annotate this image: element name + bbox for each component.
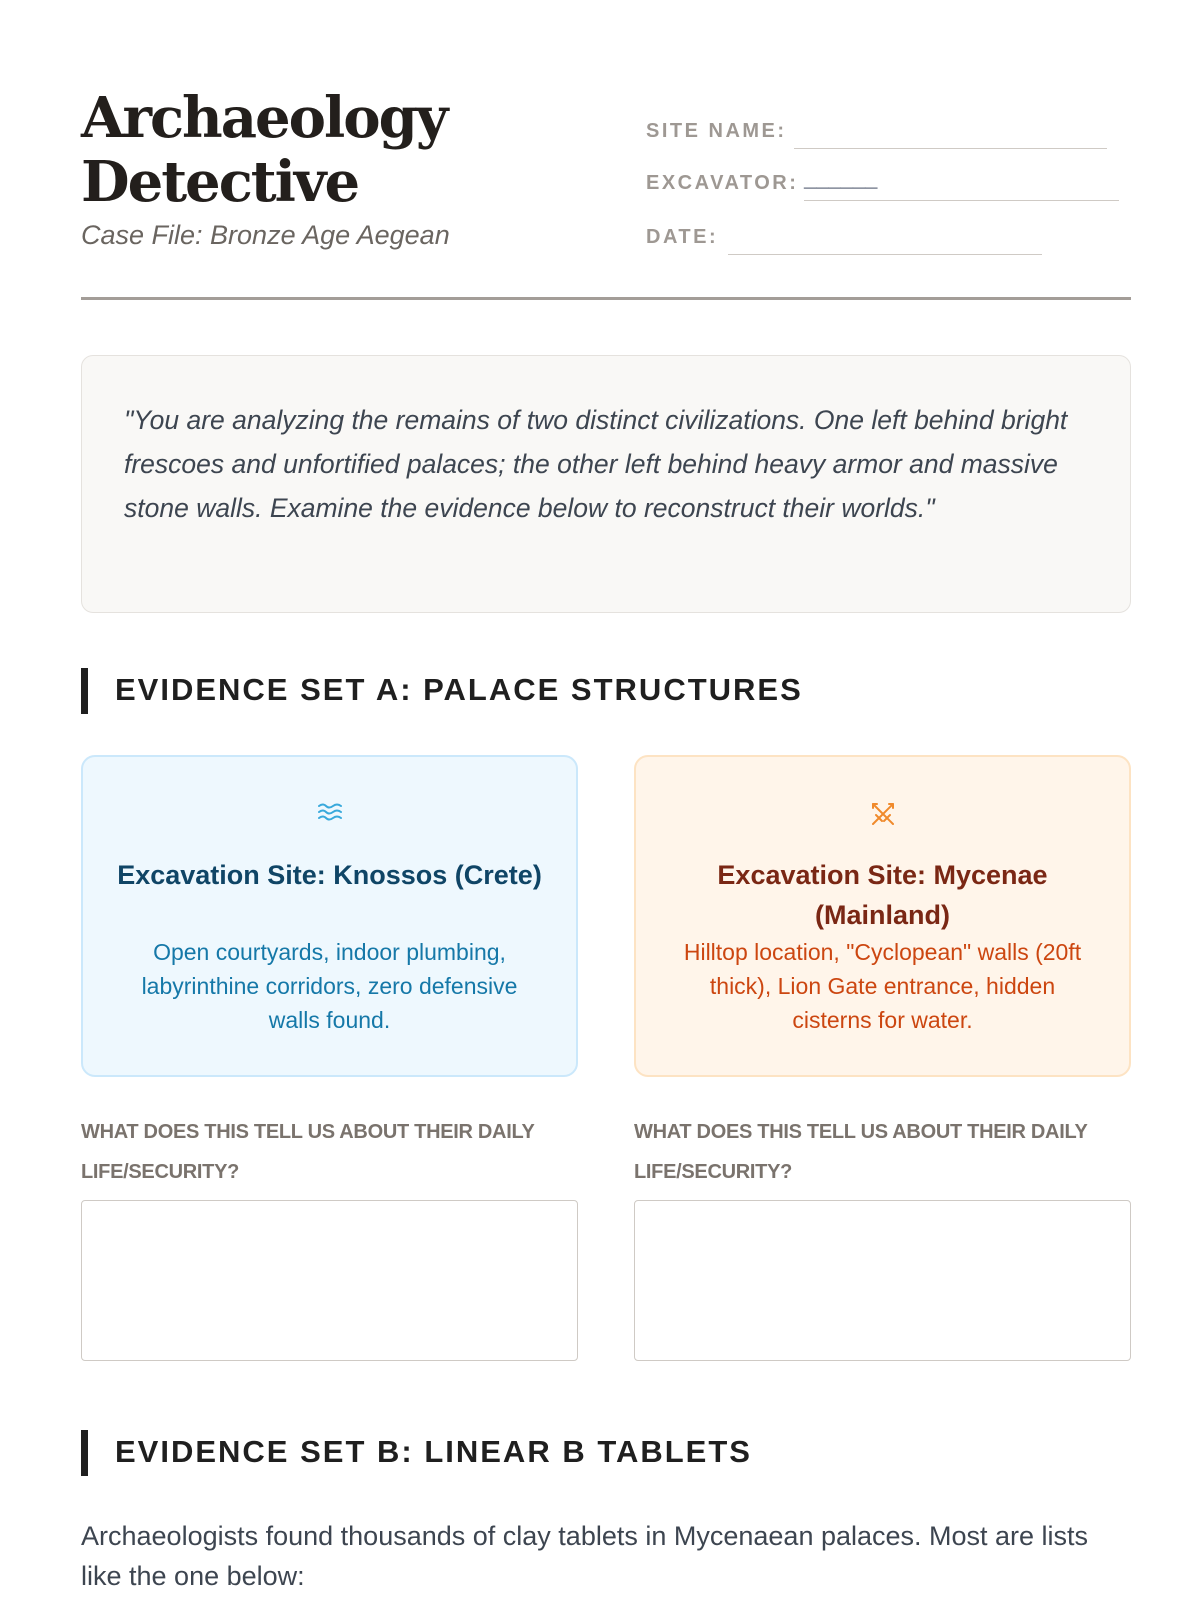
site-name-line[interactable] [794,148,1107,149]
page-title [81,86,446,214]
knossos-answer-box[interactable] [81,1200,578,1361]
date-field[interactable] [646,216,1131,256]
title-line-1: Archaeology [81,85,447,151]
mycenae-answer-box[interactable] [634,1200,1131,1361]
section-b-heading [81,1430,1131,1476]
intro-quote-box [81,355,1131,613]
excavator-label: EXCAVATOR: [646,172,799,194]
excavator-line[interactable] [804,200,1119,201]
section-a-title: EVIDENCE SET A: PALACE STRUCTURES [115,672,803,707]
site-name-label: SITE NAME: [646,120,787,142]
case-file-subtitle: Case File: Bronze Age Aegean [81,220,450,250]
date-label: DATE: [646,226,719,248]
date-line[interactable] [728,254,1042,255]
excavator-value: ______ [804,166,878,191]
crossed-swords-icon [636,801,1129,831]
site-name-field[interactable] [646,110,1131,150]
section-a-heading [81,668,1131,714]
section-b-accent-bar [81,1430,88,1476]
section-b-description: Archaeologists found thousands of clay tablets in Mycenaean palaces. Most are lists like the one below: [81,1521,1089,1591]
mycenae-card-description: Hilltop location, "Cyclopean" walls (20ft thick), Lion Gate entrance, hidden cisterns for water. [683,939,1082,1033]
intro-quote: "You are analyzing the remains of two distinct civilizations. One left behind bright frescoes and unfortified palaces; the other left behind heavy armor and massive stone walls. Examine the evidence below to reconstruct their worlds." [124,405,1068,523]
knossos-evidence-card [81,755,578,1077]
worksheet-page [81,0,1131,1591]
title-line-2: Detective [81,149,359,215]
section-b-title: EVIDENCE SET B: LINEAR B TABLETS [115,1434,752,1469]
knossos-card-title: Excavation Site: Knossos (Crete) [117,860,542,890]
knossos-card-description: Open courtyards, indoor plumbing, labyrinthine corridors, zero defensive walls found. [141,939,518,1033]
mycenae-evidence-card [634,755,1131,1077]
waves-icon [83,801,576,831]
excavator-field[interactable] [646,162,1131,202]
section-a-accent-bar [81,668,88,714]
worksheet-header [81,0,1131,300]
header-divider [81,297,1131,300]
mycenae-card-title: Excavation Site: Mycenae (Mainland) [717,860,1048,930]
knossos-question: WHAT DOES THIS TELL US ABOUT THEIR DAILY LIFE/SECURITY? [81,1121,535,1183]
mycenae-question: WHAT DOES THIS TELL US ABOUT THEIR DAILY LIFE/SECURITY? [634,1121,1088,1183]
